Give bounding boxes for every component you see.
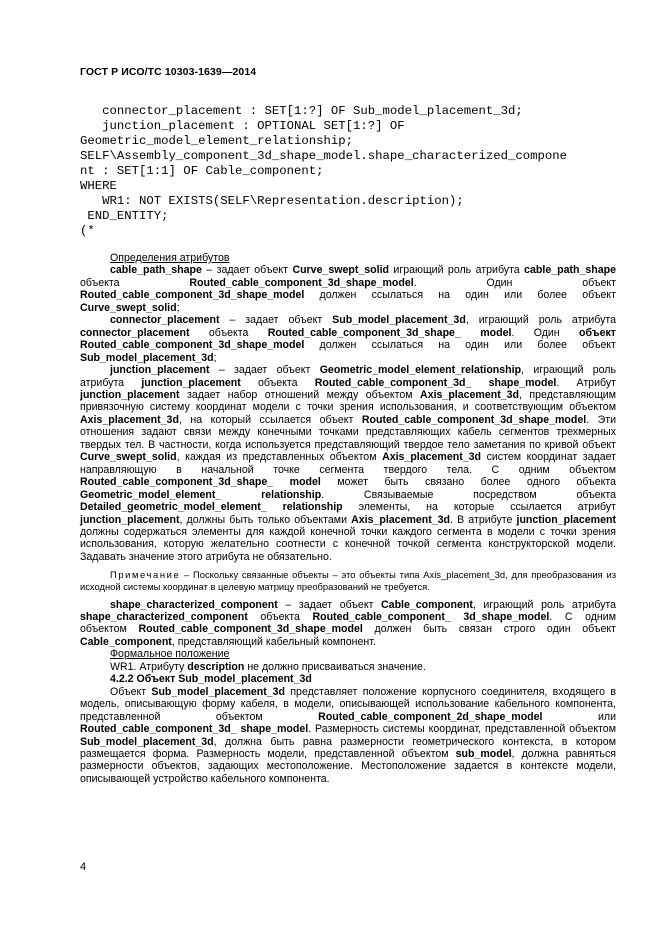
text-run: объекта [189,326,268,339]
term: Routed_cable_component_3d_shape_model [80,339,305,352]
text-run [267,501,283,513]
text-run: объекта [80,276,190,289]
term: Sub_model_placement_3d [80,735,214,748]
term: connector_placement [80,326,190,339]
text-run: , играющий роль атрибута [465,314,616,327]
term: Detailed_geometric_model_element_ [80,501,267,514]
term: cable_path_shape [524,264,616,277]
attributes-heading: Определения атрибутов [110,252,230,264]
term: Sub_model_placement_3d [80,351,214,364]
text-run: , на который ссылается объект [178,413,362,426]
term: shape_model [240,723,309,736]
term: junction_placement [110,364,210,377]
term: Routed_cable_component_3d_shape_model [80,289,305,302]
text-run: должен ссылаться на один или более объект [304,339,616,352]
term: Routed_cable_component_ [312,610,451,623]
term: Axis_placement_3d [351,513,451,526]
text-run [451,611,464,623]
text-run: объекта [240,376,315,389]
code-line: (* [80,224,95,238]
text-run: задает набор отношений между объектом [179,388,421,401]
code-line: WHERE [80,179,117,193]
code-line: junction_placement : OPTIONAL SET[1:?] OF [80,119,405,133]
text-run [471,377,488,389]
term: Routed_cable_component_3d_shape_model [189,276,414,289]
text-run: , представляющий кабельный компонент. [171,635,376,648]
term: Routed_cable_component_2d_shape_model [318,710,543,723]
code-line: END_ENTITY; [80,209,169,223]
text-run [221,489,261,501]
text-run: или [542,710,616,723]
text-run: , представляющим привязочную систему координат модели с точки зрения использования, и соответствующим объектом [80,388,616,414]
term: junction_placement [80,513,180,526]
term: Sub_model_placement_3d [151,685,286,698]
rule-wr1 [80,661,616,673]
text-run: – задает объект [219,314,333,327]
term: model [289,476,321,489]
term: shape_characterized_component [80,610,248,623]
body-text [80,252,616,785]
text-run: , должна быть равна размерности геометрического контекста, в котором размещается форма. Размерность модели, представленной объектом [80,735,616,760]
code-line: WR1: NOT EXISTS(SELF\Representation.description); [80,194,464,208]
section-heading: 4.2.2 Объект Sub_model_placement_3d [110,673,312,686]
text-run: . С одним объектом [80,610,616,636]
text-run: объекта [247,610,313,623]
text-run: , должны быть только объектами [179,513,352,526]
text-run: , играющий роль атрибута [80,364,616,389]
term: cable_path_shape [110,264,202,277]
term: shape_model [488,376,557,389]
page-number: 4 [80,861,87,873]
text-run: . Атрибут [556,376,616,389]
code-line: connector_placement : SET[1:?] OF Sub_model_placement_3d; [80,104,523,118]
text-run: , должна равняться размерности объектов, задающих местоположение. Местоположение задается в контексте модели, описывающей устройство кабельного компонента. [80,747,616,785]
term: Cable_component [80,635,172,648]
term: Routed_cable_component_3d_shape_ [267,326,461,339]
term: Curve_swept_solid [80,301,177,314]
paragraph-shape-characterized-component [80,599,616,649]
term: Axis_placement_3d [382,451,481,464]
term: shape_characterized_component [110,598,278,611]
term: sub_model [455,747,512,760]
paragraph-sub-model-placement [80,686,616,786]
code-line: nt : SET[1:1] OF Cable_component; [80,164,324,178]
term: Curve_swept_solid [80,451,177,464]
text-run: представляет положение корпусного соединителя, входящего в модель, описывающую форму кабеля, в модели, описывающей использование кабельного компонента, представленной объектом [80,685,616,723]
text-run: ; [176,301,180,314]
text-run: WR1. Атрибуту [110,660,188,673]
text-run: должны содержаться элементы для каждой конечной точки каждого сегмента в модели с точки зрения использования, которую желательно соотнести с конечной точкой сегмента конструкторской модели. Задавать значение этого атрибута не обязательно. [80,525,616,563]
text-run: должен ссылаться на один или более объект [304,289,616,302]
formal-heading: Формальное положение [110,648,230,661]
text-run: . Один [511,326,580,339]
term: Curve_swept_solid [292,264,389,277]
text-run: – задает объект [201,264,293,277]
text-run: . Размерность системы координат, представленной объектом [308,723,616,736]
note-label: Примечание [110,569,181,581]
term: Geometric_model_element_relationship [319,364,522,377]
term: Axis_placement_3d [420,388,519,401]
text-run [461,327,480,339]
term: Routed_cable_component_3d_shape_model [138,623,363,636]
term: 3d_shape_model [463,610,550,623]
term: Routed_cable_component_3d_shape_ [80,476,274,489]
text-run: , играющий роль атрибута [472,598,616,611]
code-line: SELF\Assembly_component_3d_shape_model.shape_characterized_compone [80,149,568,163]
text-run: играющий роль атрибута [389,264,525,277]
paragraph-connector-placement [80,314,616,364]
term: model [480,326,512,339]
code-block [80,89,620,269]
code-line: Geometric_model_element_relationship; [80,134,354,148]
term: relationship [282,501,343,514]
term: junction_placement [141,376,241,389]
term: connector_placement [110,314,220,327]
term: Cable_component [381,598,473,611]
term: description [187,660,245,673]
text-run: . Эти отношения задают связи между конечными точками представляющих кабель сегментов трехмерных твердых тел. В частности, когда используется представляющий твердое тело заметания по кривой объект [80,413,616,451]
text-run: , каждая из представленных объектом [176,451,383,464]
text-run: Объект [110,685,152,698]
text-run: . Один объект [413,276,616,289]
term: объект [579,326,616,339]
term: relationship [261,488,322,501]
term: Geometric_model_element_ [80,488,222,501]
text-run: – задает объект [277,598,382,611]
term: Axis_placement_3d [80,413,179,426]
text-run: не должно присваиваться значение. [244,660,426,673]
text-run: систем координат задает направляющую в начальной точке сегмента твердого тела. С одним объектом [80,451,617,476]
text-run: должен быть связан строго один объект [362,623,616,636]
term: Routed_cable_component_3d_shape_model [361,413,587,426]
text-run: . Связываемые посредством объекта [321,488,616,501]
text-run [273,476,290,488]
note-text: – Поскольку связанные объекты – это объекты типа Axis_placement_3d, для преобразования из исходной системы координат в целевую матрицу преобразований не требуется. [80,569,616,592]
text-run: может быть связано более одного объекта [320,476,616,489]
note-paragraph [80,569,616,592]
paragraph-cable-path-shape [80,264,616,314]
document-header: ГОСТ Р ИСО/ТС 10303-1639—2014 [80,66,257,78]
text-run: . В атрибуте [450,513,517,526]
term: Sub_model_placement_3d [332,314,466,327]
term: junction_placement [80,388,180,401]
term: Routed_cable_component_3d_ [80,723,237,736]
text-run: элементы, на которые ссылается атрибут [342,501,617,514]
text-run: ; [213,351,217,364]
paragraph-junction-placement [80,364,616,563]
term: Routed_cable_component_3d_ [314,376,472,389]
text-run: – задает объект [209,364,320,377]
term: junction_placement [516,513,616,526]
